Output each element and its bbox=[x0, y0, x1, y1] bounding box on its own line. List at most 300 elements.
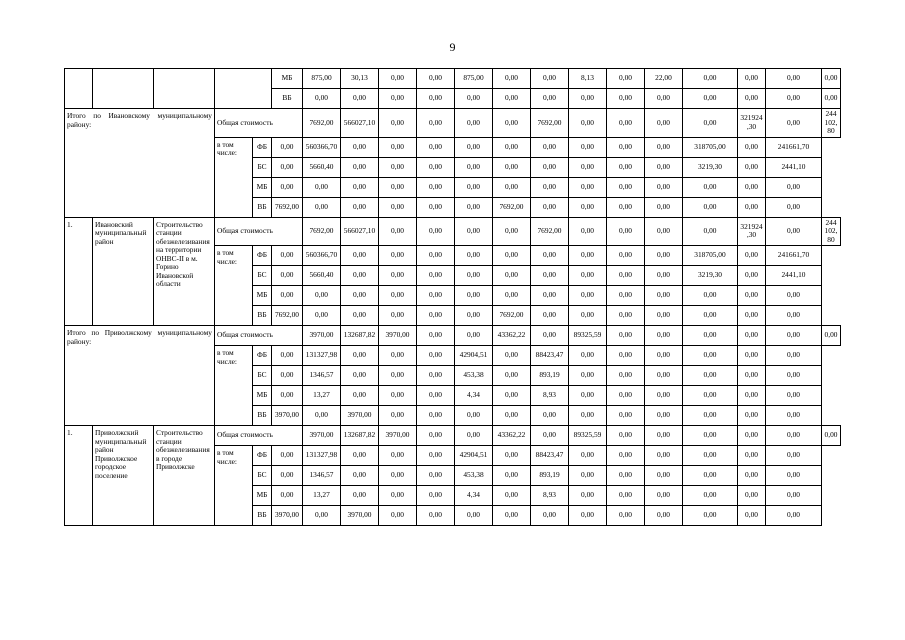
value-cell: 0,00 bbox=[645, 486, 683, 506]
value-cell: 0,00 bbox=[738, 137, 766, 157]
value-cell: 0,00 bbox=[531, 246, 569, 266]
value-cell: 0,00 bbox=[417, 109, 455, 138]
value-cell: 42904,51 bbox=[455, 346, 493, 366]
value-cell: 89325,59 bbox=[569, 426, 607, 446]
value-cell: 0,00 bbox=[341, 446, 379, 466]
source-code-cell: ВБ bbox=[253, 197, 272, 217]
source-code-cell: ВБ bbox=[253, 306, 272, 326]
value-cell: 0,00 bbox=[607, 137, 645, 157]
value-cell: 132687,82 bbox=[341, 326, 379, 346]
value-cell: 0,00 bbox=[738, 157, 766, 177]
value-cell: 3970,00 bbox=[379, 426, 417, 446]
value-cell: 0,00 bbox=[738, 286, 766, 306]
value-cell: 7692,00 bbox=[493, 197, 531, 217]
value-cell: 0,00 bbox=[607, 286, 645, 306]
value-cell: 0,00 bbox=[493, 177, 531, 197]
value-cell: 0,00 bbox=[766, 466, 822, 486]
value-cell: 0,00 bbox=[645, 306, 683, 326]
value-cell: 0,00 bbox=[738, 386, 766, 406]
value-cell: 875,00 bbox=[455, 69, 493, 89]
value-cell: 0,00 bbox=[569, 486, 607, 506]
value-cell: 0,00 bbox=[607, 466, 645, 486]
total-row bbox=[65, 109, 841, 138]
value-cell: 0,00 bbox=[531, 137, 569, 157]
value-cell: 0,00 bbox=[738, 366, 766, 386]
value-cell: 0,00 bbox=[493, 486, 531, 506]
value-cell: 0,00 bbox=[683, 406, 738, 426]
value-cell: 2441,10 bbox=[766, 157, 822, 177]
value-cell: 0,00 bbox=[738, 346, 766, 366]
value-cell: 42904,51 bbox=[455, 446, 493, 466]
value-cell: 0,00 bbox=[531, 286, 569, 306]
source-code-cell: БС bbox=[253, 157, 272, 177]
value-cell: 0,00 bbox=[683, 346, 738, 366]
value-cell: 0,00 bbox=[531, 266, 569, 286]
including-label: в том числе: bbox=[215, 446, 253, 526]
value-cell: 0,00 bbox=[569, 306, 607, 326]
value-cell: 244102,80 bbox=[822, 217, 841, 246]
value-cell: 0,00 bbox=[417, 326, 455, 346]
source-code-cell: ВБ bbox=[253, 506, 272, 526]
value-cell: 0,00 bbox=[645, 266, 683, 286]
value-cell: 0,00 bbox=[272, 486, 303, 506]
value-cell: 0,00 bbox=[607, 266, 645, 286]
including-label: в том числе: bbox=[215, 346, 253, 426]
value-cell: 0,00 bbox=[645, 466, 683, 486]
value-cell: 0,00 bbox=[417, 137, 455, 157]
value-cell: 0,00 bbox=[379, 366, 417, 386]
value-cell: 132687,82 bbox=[341, 426, 379, 446]
value-cell: 7692,00 bbox=[272, 306, 303, 326]
fragment-object-cell bbox=[154, 69, 215, 109]
value-cell: 0,00 bbox=[455, 326, 493, 346]
value-cell: 43362,22 bbox=[493, 326, 531, 346]
value-cell: 0,00 bbox=[766, 446, 822, 466]
value-cell: 0,00 bbox=[683, 386, 738, 406]
value-cell: 0,00 bbox=[272, 286, 303, 306]
value-cell: 0,00 bbox=[645, 506, 683, 526]
value-cell: 0,00 bbox=[341, 266, 379, 286]
value-cell: 0,00 bbox=[738, 406, 766, 426]
value-cell: 0,00 bbox=[569, 177, 607, 197]
value-cell: 0,00 bbox=[493, 506, 531, 526]
value-cell: 0,00 bbox=[379, 486, 417, 506]
value-cell: 0,00 bbox=[303, 197, 341, 217]
value-cell: 3970,00 bbox=[303, 426, 341, 446]
value-cell: 0,00 bbox=[683, 326, 738, 346]
value-cell: 0,00 bbox=[417, 217, 455, 246]
value-cell: 0,00 bbox=[738, 446, 766, 466]
value-cell: 0,00 bbox=[303, 286, 341, 306]
object-name: Строительство станции обезжелезивания в городе Приволжске bbox=[154, 426, 215, 526]
value-cell: 13,27 bbox=[303, 486, 341, 506]
value-cell: 241661,70 bbox=[766, 137, 822, 157]
value-cell: 0,00 bbox=[531, 326, 569, 346]
value-cell: 0,00 bbox=[738, 506, 766, 526]
source-code-cell: МБ bbox=[253, 177, 272, 197]
value-cell: 0,00 bbox=[455, 266, 493, 286]
value-cell: 0,00 bbox=[379, 306, 417, 326]
value-cell: 0,00 bbox=[607, 69, 645, 89]
value-cell: 7692,00 bbox=[531, 109, 569, 138]
value-cell: 0,00 bbox=[455, 177, 493, 197]
value-cell: 0,00 bbox=[272, 137, 303, 157]
value-cell: 0,00 bbox=[645, 89, 683, 109]
total-cost-label: Общая стоимость bbox=[215, 326, 303, 346]
value-cell: 0,00 bbox=[683, 89, 738, 109]
source-code-cell: ФБ bbox=[253, 137, 272, 157]
value-cell: 0,00 bbox=[379, 69, 417, 89]
value-cell: 0,00 bbox=[607, 109, 645, 138]
value-cell: 0,00 bbox=[607, 366, 645, 386]
value-cell: 453,38 bbox=[455, 466, 493, 486]
value-cell: 5660,40 bbox=[303, 157, 341, 177]
value-cell: 0,00 bbox=[766, 306, 822, 326]
value-cell: 0,00 bbox=[607, 89, 645, 109]
value-cell: 0,00 bbox=[379, 506, 417, 526]
value-cell: 8,93 bbox=[531, 386, 569, 406]
value-cell: 0,00 bbox=[738, 266, 766, 286]
source-code-cell: БС bbox=[253, 366, 272, 386]
value-cell: 0,00 bbox=[272, 386, 303, 406]
value-cell: 0,00 bbox=[379, 157, 417, 177]
value-cell: 0,00 bbox=[766, 426, 822, 446]
value-cell: 0,00 bbox=[569, 266, 607, 286]
value-cell: 0,00 bbox=[569, 446, 607, 466]
value-cell: 0,00 bbox=[738, 486, 766, 506]
value-cell: 0,00 bbox=[766, 506, 822, 526]
value-cell: 0,00 bbox=[303, 306, 341, 326]
value-cell: 88423,47 bbox=[531, 346, 569, 366]
value-cell: 0,00 bbox=[417, 486, 455, 506]
value-cell: 3970,00 bbox=[379, 326, 417, 346]
value-cell: 0,00 bbox=[738, 246, 766, 266]
value-cell: 0,00 bbox=[455, 109, 493, 138]
value-cell: 0,00 bbox=[455, 137, 493, 157]
value-cell: 0,00 bbox=[417, 306, 455, 326]
value-cell: 0,00 bbox=[766, 109, 822, 138]
value-cell: 0,00 bbox=[569, 246, 607, 266]
value-cell: 0,00 bbox=[272, 466, 303, 486]
value-cell: 7692,00 bbox=[272, 197, 303, 217]
value-cell: 0,00 bbox=[455, 89, 493, 109]
value-cell: 0,00 bbox=[379, 137, 417, 157]
value-cell: 244102,80 bbox=[822, 109, 841, 138]
value-cell: 0,00 bbox=[493, 217, 531, 246]
source-code-cell: ФБ bbox=[253, 346, 272, 366]
value-cell: 0,00 bbox=[379, 466, 417, 486]
value-cell: 0,00 bbox=[683, 306, 738, 326]
value-cell: 0,00 bbox=[569, 137, 607, 157]
value-cell: 0,00 bbox=[607, 386, 645, 406]
value-cell: 0,00 bbox=[607, 486, 645, 506]
value-cell: 0,00 bbox=[607, 177, 645, 197]
value-cell: 0,00 bbox=[379, 246, 417, 266]
value-cell: 893,19 bbox=[531, 366, 569, 386]
total-row bbox=[65, 426, 841, 446]
value-cell: 0,00 bbox=[607, 246, 645, 266]
value-cell: 2441,10 bbox=[766, 266, 822, 286]
value-cell: 0,00 bbox=[738, 197, 766, 217]
value-cell: 7692,00 bbox=[303, 217, 341, 246]
including-label: в том числе: bbox=[215, 137, 253, 217]
value-cell: 0,00 bbox=[766, 197, 822, 217]
funding-table bbox=[64, 68, 841, 526]
value-cell: 0,00 bbox=[493, 266, 531, 286]
value-cell: 0,00 bbox=[569, 157, 607, 177]
value-cell: 0,00 bbox=[683, 426, 738, 446]
value-cell: 0,00 bbox=[493, 446, 531, 466]
value-cell: 0,00 bbox=[493, 386, 531, 406]
value-cell: 43362,22 bbox=[493, 426, 531, 446]
value-cell: 0,00 bbox=[683, 486, 738, 506]
value-cell: 8,93 bbox=[531, 486, 569, 506]
value-cell: 13,27 bbox=[303, 386, 341, 406]
value-cell: 0,00 bbox=[303, 89, 341, 109]
value-cell: 893,19 bbox=[531, 466, 569, 486]
value-cell: 0,00 bbox=[683, 217, 738, 246]
value-cell: 0,00 bbox=[607, 346, 645, 366]
value-cell: 0,00 bbox=[272, 346, 303, 366]
value-cell: 0,00 bbox=[766, 486, 822, 506]
value-cell: 0,00 bbox=[607, 506, 645, 526]
source-code-cell: ФБ bbox=[253, 446, 272, 466]
value-cell: 0,00 bbox=[683, 506, 738, 526]
value-cell: 0,00 bbox=[766, 177, 822, 197]
value-cell: 0,00 bbox=[493, 466, 531, 486]
value-cell: 0,00 bbox=[272, 157, 303, 177]
value-cell: 0,00 bbox=[379, 346, 417, 366]
value-cell: 0,00 bbox=[417, 466, 455, 486]
summary-label: Итого по Приволжскому муниципальному району: bbox=[65, 326, 215, 426]
value-cell: 0,00 bbox=[417, 177, 455, 197]
value-cell: 0,00 bbox=[645, 286, 683, 306]
value-cell: 0,00 bbox=[607, 217, 645, 246]
value-cell: 0,00 bbox=[766, 69, 822, 89]
value-cell: 0,00 bbox=[531, 177, 569, 197]
value-cell: 0,00 bbox=[569, 506, 607, 526]
value-cell: 0,00 bbox=[738, 326, 766, 346]
value-cell: 0,00 bbox=[569, 89, 607, 109]
value-cell: 7692,00 bbox=[531, 217, 569, 246]
value-cell: 0,00 bbox=[272, 446, 303, 466]
total-row bbox=[65, 217, 841, 246]
value-cell: 0,00 bbox=[569, 466, 607, 486]
value-cell: 0,00 bbox=[272, 366, 303, 386]
value-cell: 0,00 bbox=[607, 326, 645, 346]
value-cell: 0,00 bbox=[455, 286, 493, 306]
value-cell: 7692,00 bbox=[493, 306, 531, 326]
value-cell: 0,00 bbox=[766, 406, 822, 426]
value-cell: 0,00 bbox=[645, 386, 683, 406]
value-cell: 0,00 bbox=[822, 69, 841, 89]
value-cell: 0,00 bbox=[417, 346, 455, 366]
fragment-num-cell bbox=[65, 69, 93, 109]
value-cell: 0,00 bbox=[766, 217, 822, 246]
value-cell: 0,00 bbox=[379, 89, 417, 109]
value-cell: 0,00 bbox=[341, 306, 379, 326]
value-cell: 0,00 bbox=[683, 197, 738, 217]
value-cell: 0,00 bbox=[683, 69, 738, 89]
value-cell: 0,00 bbox=[303, 506, 341, 526]
total-cost-label: Общая стоимость bbox=[215, 426, 303, 446]
value-cell: 0,00 bbox=[531, 306, 569, 326]
source-code-cell: МБ bbox=[253, 286, 272, 306]
value-cell: 3970,00 bbox=[341, 506, 379, 526]
fragment-type-cell bbox=[215, 69, 272, 109]
value-cell: 3970,00 bbox=[341, 406, 379, 426]
item-number: 1. bbox=[65, 217, 93, 326]
total-cost-label: Общая стоимость bbox=[215, 109, 303, 138]
value-cell: 0,00 bbox=[493, 89, 531, 109]
value-cell: 4,34 bbox=[455, 386, 493, 406]
value-cell: 0,00 bbox=[417, 197, 455, 217]
value-cell: 3219,30 bbox=[683, 157, 738, 177]
value-cell: 0,00 bbox=[531, 69, 569, 89]
value-cell: 0,00 bbox=[493, 157, 531, 177]
value-cell: 3970,00 bbox=[303, 326, 341, 346]
value-cell: 0,00 bbox=[455, 426, 493, 446]
value-cell: 0,00 bbox=[417, 246, 455, 266]
value-cell: 0,00 bbox=[645, 109, 683, 138]
value-cell: 0,00 bbox=[417, 157, 455, 177]
value-cell: 0,00 bbox=[341, 486, 379, 506]
value-cell: 0,00 bbox=[379, 386, 417, 406]
value-cell: 89325,59 bbox=[569, 326, 607, 346]
value-cell: 0,00 bbox=[683, 286, 738, 306]
value-cell: 0,00 bbox=[455, 197, 493, 217]
value-cell: 22,00 bbox=[645, 69, 683, 89]
value-cell: 0,00 bbox=[493, 286, 531, 306]
value-cell: 0,00 bbox=[341, 366, 379, 386]
value-cell: 0,00 bbox=[822, 326, 841, 346]
fragment-row bbox=[65, 69, 841, 89]
value-cell: 560366,70 bbox=[303, 246, 341, 266]
including-label: в том числе: bbox=[215, 246, 253, 326]
source-code-cell: БС bbox=[253, 266, 272, 286]
value-cell: 0,00 bbox=[531, 157, 569, 177]
value-cell: 0,00 bbox=[341, 466, 379, 486]
value-cell: 0,00 bbox=[645, 426, 683, 446]
value-cell: 0,00 bbox=[341, 346, 379, 366]
value-cell: 0,00 bbox=[455, 246, 493, 266]
value-cell: 0,00 bbox=[379, 197, 417, 217]
value-cell: 0,00 bbox=[645, 137, 683, 157]
value-cell: 560366,70 bbox=[303, 137, 341, 157]
value-cell: 0,00 bbox=[379, 406, 417, 426]
value-cell: 0,00 bbox=[569, 197, 607, 217]
value-cell: 875,00 bbox=[303, 69, 341, 89]
value-cell: 0,00 bbox=[493, 69, 531, 89]
value-cell: 7692,00 bbox=[303, 109, 341, 138]
value-cell: 0,00 bbox=[379, 109, 417, 138]
source-code-cell: ФБ bbox=[253, 246, 272, 266]
value-cell: 0,00 bbox=[607, 197, 645, 217]
value-cell: 0,00 bbox=[417, 506, 455, 526]
value-cell: 0,00 bbox=[766, 286, 822, 306]
value-cell: 0,00 bbox=[607, 157, 645, 177]
value-cell: 0,00 bbox=[766, 366, 822, 386]
value-cell: 3219,30 bbox=[683, 266, 738, 286]
value-cell: 0,00 bbox=[766, 89, 822, 109]
source-code-cell: МБ bbox=[253, 486, 272, 506]
value-cell: 318705,00 bbox=[683, 246, 738, 266]
district-name: Ивановский муниципальный район bbox=[93, 217, 154, 326]
value-cell: 0,00 bbox=[455, 406, 493, 426]
value-cell: 0,00 bbox=[417, 266, 455, 286]
value-cell: 0,00 bbox=[417, 446, 455, 466]
value-cell: 0,00 bbox=[607, 446, 645, 466]
value-cell: 0,00 bbox=[645, 177, 683, 197]
value-cell: 0,00 bbox=[738, 306, 766, 326]
value-cell: 0,00 bbox=[417, 366, 455, 386]
value-cell: 5660,40 bbox=[303, 266, 341, 286]
source-code-cell: ВБ bbox=[253, 406, 272, 426]
value-cell: 0,00 bbox=[683, 177, 738, 197]
value-cell: 0,00 bbox=[569, 217, 607, 246]
value-cell: 0,00 bbox=[645, 197, 683, 217]
value-cell: 0,00 bbox=[272, 246, 303, 266]
value-cell: 0,00 bbox=[341, 177, 379, 197]
summary-label: Итого по Ивановскому муниципальному району: bbox=[65, 109, 215, 218]
source-code-cell: ВБ bbox=[272, 89, 303, 109]
value-cell: 0,00 bbox=[341, 157, 379, 177]
value-cell: 3970,00 bbox=[272, 406, 303, 426]
value-cell: 0,00 bbox=[645, 246, 683, 266]
value-cell: 0,00 bbox=[303, 177, 341, 197]
value-cell: 318705,00 bbox=[683, 137, 738, 157]
value-cell: 0,00 bbox=[493, 109, 531, 138]
value-cell: 0,00 bbox=[455, 217, 493, 246]
value-cell: 0,00 bbox=[417, 69, 455, 89]
value-cell: 0,00 bbox=[379, 177, 417, 197]
value-cell: 0,00 bbox=[379, 266, 417, 286]
value-cell: 0,00 bbox=[683, 466, 738, 486]
value-cell: 0,00 bbox=[531, 197, 569, 217]
value-cell: 0,00 bbox=[531, 426, 569, 446]
value-cell: 88423,47 bbox=[531, 446, 569, 466]
value-cell: 0,00 bbox=[493, 366, 531, 386]
value-cell: 0,00 bbox=[379, 446, 417, 466]
value-cell: 0,00 bbox=[417, 406, 455, 426]
value-cell: 1346,57 bbox=[303, 466, 341, 486]
source-code-cell: БС bbox=[253, 466, 272, 486]
value-cell: 0,00 bbox=[569, 386, 607, 406]
value-cell: 4,34 bbox=[455, 486, 493, 506]
value-cell: 0,00 bbox=[569, 286, 607, 306]
value-cell: 0,00 bbox=[822, 426, 841, 446]
value-cell: 0,00 bbox=[455, 157, 493, 177]
value-cell: 0,00 bbox=[379, 217, 417, 246]
value-cell: 0,00 bbox=[569, 109, 607, 138]
value-cell: 0,00 bbox=[645, 217, 683, 246]
value-cell: 0,00 bbox=[645, 446, 683, 466]
value-cell: 0,00 bbox=[683, 366, 738, 386]
value-cell: 0,00 bbox=[272, 266, 303, 286]
value-cell: 0,00 bbox=[607, 426, 645, 446]
value-cell: 0,00 bbox=[417, 426, 455, 446]
item-number: 1. bbox=[65, 426, 93, 526]
value-cell: 0,00 bbox=[493, 246, 531, 266]
page-number: 9 bbox=[449, 40, 456, 54]
value-cell: 0,00 bbox=[766, 346, 822, 366]
value-cell: 0,00 bbox=[569, 346, 607, 366]
value-cell: 453,38 bbox=[455, 366, 493, 386]
value-cell: 0,00 bbox=[493, 406, 531, 426]
value-cell: 0,00 bbox=[493, 137, 531, 157]
value-cell: 0,00 bbox=[341, 286, 379, 306]
value-cell: 0,00 bbox=[531, 506, 569, 526]
